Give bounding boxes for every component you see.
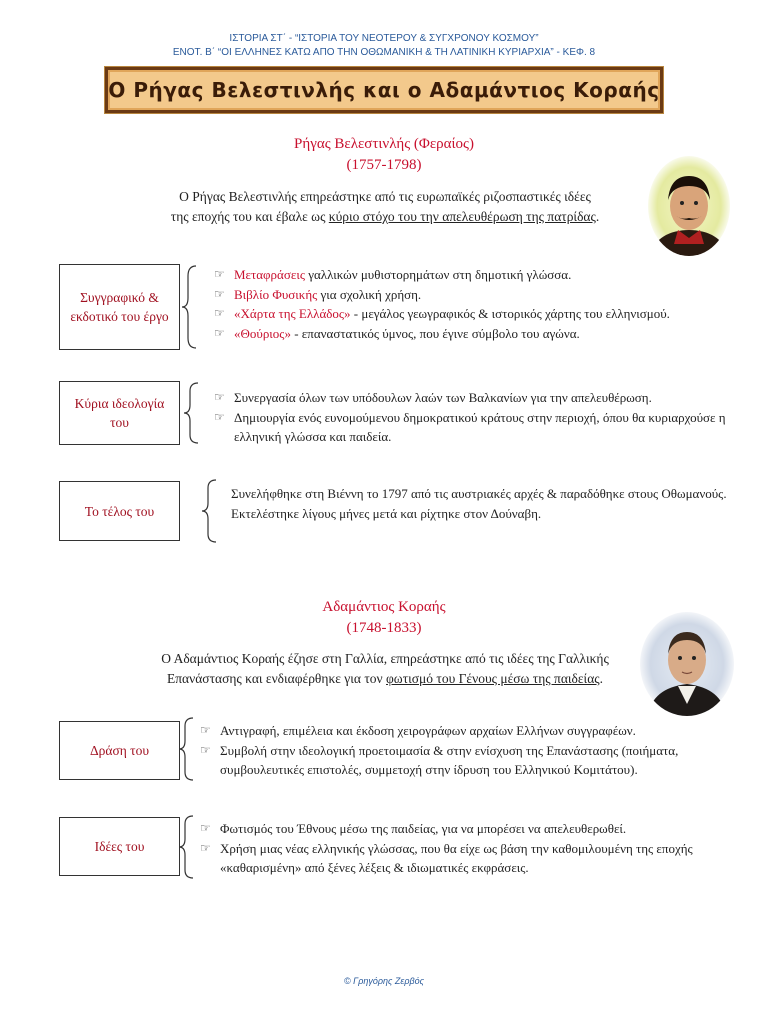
korais-intro (120, 649, 650, 689)
pointing-hand-icon: ☞ (214, 286, 225, 301)
korais-ideas-label-box: Ιδέες του (59, 817, 180, 876)
rigas-end-line-2: Εκτελέστηκε λίγους μήνες μετά και ρίχτηκε στον Δούναβη. (231, 505, 542, 521)
rigas-intro-line-1: Ο Ρήγας Βελεστινλής επηρεάστηκε από τις ευρωπαϊκές ριζοσπαστικές ιδέες (179, 189, 591, 204)
rigas-end-label-box: Το τέλος του (59, 481, 180, 541)
rigas-end-line-1: Συνελήφθηκε στη Βιέννη το 1797 από τις αυστριακές αρχές & παραδόθηκε στους Οθωμανούς. (231, 486, 727, 501)
rigas-works-list (214, 265, 754, 343)
list-item: ☞ Χρήση μιας νέας ελληνικής γλώσσας, που θα είχε ως βάση την καθομιλουμένη της εποχής «καθαρισμένη» από ξένες λέξεις & ιδιωματικές εκφράσεις. (200, 840, 693, 875)
rigas-portrait (648, 156, 730, 256)
rigas-intro-line-2: της εποχής του και έβαλε ως κύριο στόχο του την απελευθέρωση της πατρίδας. (170, 209, 600, 224)
korais-portrait (640, 612, 734, 716)
list-item: ☞ Συνεργασία όλων των υπόδουλων λαών των Βαλκανίων για την απελευθέρωση. (214, 388, 739, 408)
header-line-1: ΙΣΤΟΡΙΑ ΣΤ΄ - “ΙΣΤΟΡΙΑ ΤΟΥ ΝΕΟΤΕΡΟΥ & ΣΥΓΧΡΟΝΟΥ ΚΟΣΜΟΥ” (229, 33, 539, 44)
list-item: ☞ Δημιουργία ενός ευνομούμενου δημοκρατικού κράτους στην περιοχή, όπου θα κυριαρχούσε η ελληνική γλώσσα και παιδεία. (214, 409, 726, 444)
footer-credit: © Γρηγόρης Ζερβός (343, 976, 425, 986)
rigas-years: (1757-1798) (346, 157, 422, 173)
pointing-hand-icon: ☞ (200, 821, 211, 835)
header-line-2: ΕΝΟΤ. Β΄ “ΟΙ ΕΛΛΗΝΕΣ ΚΑΤΩ ΑΠΟ ΤΗΝ ΟΘΩΜΑΝΙΚΗ & ΤΗ ΛΑΤΙΝΙΚΗ ΚΥΡΙΑΡΧΙΑ” - ΚΕΦ. 8 (172, 47, 596, 58)
pointing-hand-icon: ☞ (214, 325, 225, 340)
list-item: ☞ «Χάρτα της Ελλάδος» - μεγάλος γεωγραφικός & ιστορικός χάρτης του ελληνισμού. (214, 304, 754, 324)
pointing-hand-icon: ☞ (200, 723, 211, 737)
rigas-works-label-box: Συγγραφικό & εκδοτικό του έργο (59, 264, 180, 350)
list-item: ☞ Αντιγραφή, επιμέλεια και έκδοση χειρογράφων αρχαίων Ελλήνων συγγραφέων. (200, 721, 740, 741)
korais-action-label-box: Δράση του (59, 721, 180, 780)
pointing-hand-icon: ☞ (214, 409, 225, 424)
list-item: ☞ Συμβολή στην ιδεολογική προετοιμασία & στην ενίσχυση της Επανάστασης (ποιήματα, συμβουλευτικές επιστολές, συμμετοχή στην ίδρυση του Ελληνικού Κομιτάτου). (200, 742, 679, 777)
korais-years: (1748-1833) (346, 620, 422, 636)
rigas-ideology-brace (182, 381, 202, 445)
rigas-end-text (231, 484, 731, 523)
list-item: ☞ Βιβλίο Φυσικής για σχολική χρήση. (214, 285, 754, 305)
title-banner (105, 67, 663, 113)
korais-ideas-list (200, 819, 730, 878)
list-item: ☞ Μεταφράσεις γαλλικών μυθιστορημάτων στη δημοτική γλώσσα. (214, 265, 754, 285)
korais-action-brace (177, 716, 197, 782)
pointing-hand-icon: ☞ (214, 306, 225, 320)
rigas-intro (120, 187, 650, 227)
rigas-ideology-label-box: Κύρια ιδεολογία του (59, 381, 180, 445)
rigas-name: Ρήγας Βελεστινλής (Φεραίος) (294, 136, 474, 152)
rigas-end-brace (200, 478, 220, 544)
rigas-intro-underlined: κύριο στόχο του την απελευθέρωση της πατρίδας (328, 209, 596, 224)
korais-intro-line-1: Ο Αδαμάντιος Κοραής έζησε στη Γαλλία, επηρεάστηκε από τις ιδέες της Γαλλικής (161, 651, 609, 666)
pointing-hand-icon: ☞ (200, 840, 211, 855)
korais-action-list (200, 721, 740, 780)
korais-intro-underlined: φωτισμό του Γένους μέσω της παιδείας (386, 671, 600, 686)
korais-intro-line-2: Επανάστασης και ενδιαφέρθηκε για τον φωτισμό του Γένους μέσω της παιδείας. (166, 671, 603, 686)
rigas-works-brace (180, 264, 200, 350)
list-item: ☞ «Θούριος» - επαναστατικός ύμνος, που έγινε σύμβολο του αγώνα. (214, 324, 754, 344)
pointing-hand-icon: ☞ (200, 742, 211, 757)
pointing-hand-icon: ☞ (214, 390, 225, 404)
pointing-hand-icon: ☞ (214, 267, 225, 281)
korais-ideas-brace (177, 814, 197, 880)
korais-name: Αδαμάντιος Κοραής (322, 599, 446, 615)
list-item: ☞ Φωτισμός του Έθνους μέσω της παιδείας, για να μπορέσει να απελευθερωθεί. (200, 819, 730, 839)
rigas-ideology-list (214, 388, 739, 447)
page-title: Ο Ρήγας Βελεστινλής και ο Αδαμάντιος Κοραής (108, 78, 660, 102)
